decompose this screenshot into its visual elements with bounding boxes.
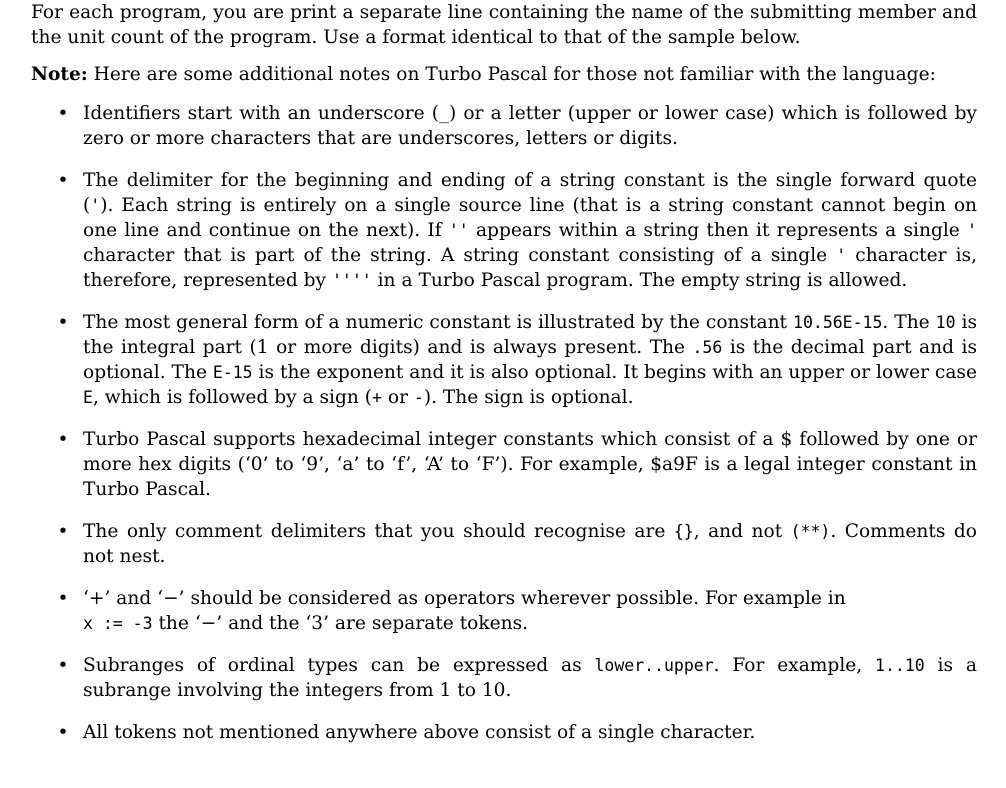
text-span: ). The sign is optional.	[423, 387, 634, 408]
list-item	[31, 653, 977, 703]
text-span: The most general form of a numeric constant is illustrated by the constant	[83, 312, 794, 333]
bullet-icon: •	[57, 429, 69, 450]
text-span: . Comments do not nest.	[83, 521, 977, 567]
text-span: . For example,	[713, 655, 876, 676]
text-span: The only comment delimiters that you should recognise are	[83, 521, 674, 542]
intro-paragraph: For each program, you are print a separate line containing the name of the submitting member and the unit count of the program. Use a format identical to that of the sample below.	[31, 2, 977, 48]
code-span: ''''	[331, 271, 372, 290]
code-span: E-15	[212, 363, 253, 382]
text-span: Identifiers start with an underscore (	[83, 103, 440, 124]
text-span: the ‘−’ and the ‘3’ are separate tokens.	[152, 613, 529, 634]
text-span: Turbo Pascal supports hexadecimal integer constants which consist of a $ followed by one or more hex digits (‘0’ to ‘9’, ‘a’ to ‘f’, ‘A’ to ‘F’). For example, $a9F is a legal integer constant in Turbo Pascal.	[83, 429, 977, 500]
code-span: {}	[673, 522, 694, 541]
note-label: Note:	[31, 64, 88, 85]
list-item	[31, 720, 977, 745]
text-span: appears within a string then it represents a single	[468, 220, 968, 241]
text-span: ) or a letter (upper or lower case) which is followed by zero or more characters that are underscores, letters or digits.	[83, 103, 978, 149]
text-span: . The	[882, 312, 936, 333]
list-item	[31, 519, 977, 569]
bullet-icon: •	[57, 103, 69, 124]
bullet-icon: •	[57, 722, 69, 743]
code-span: (**)	[790, 522, 831, 541]
text-span: character that is part of the string. A string constant consisting of a single	[83, 245, 837, 266]
list-item	[31, 586, 977, 636]
note-text: Here are some additional notes on Turbo Pascal for those not familiar with the language:	[87, 64, 936, 85]
code-span: '	[967, 221, 977, 240]
text-span: , and not	[693, 521, 791, 542]
text-span: is the integral part (1 or more digits) and is always present. The	[83, 312, 977, 358]
code-span: .56	[692, 338, 723, 357]
text-span: or	[381, 387, 414, 408]
code-span: '	[836, 246, 847, 265]
text-span: is a subrange involving the integers from 1 to 10.	[83, 655, 977, 701]
text-span: The delimiter for the beginning and ending of a string constant is the single forward quote (	[83, 170, 977, 216]
bullet-icon: •	[57, 588, 69, 609]
code-span: 10	[935, 313, 956, 332]
bullet-icon: •	[57, 312, 69, 333]
text-span: character is, therefore, represented by	[83, 245, 978, 291]
code-span: E	[83, 388, 93, 407]
code-span: 10.56E-15	[793, 313, 883, 332]
list-item	[31, 168, 977, 293]
list-item	[31, 427, 977, 502]
notes-list	[31, 101, 977, 745]
text-span: is the decimal part and is optional. The	[83, 337, 977, 383]
code-span: lower..upper	[594, 656, 714, 675]
code-span: 1..10	[875, 656, 925, 675]
text-span: ). Each string is entirely on a single source line (that is a string constant cannot begin on one line and continue on the next). If	[83, 195, 977, 241]
list-item	[31, 101, 977, 151]
note-paragraph	[31, 62, 977, 87]
code-span: ''	[448, 221, 469, 240]
code-span: '	[90, 196, 101, 215]
bullet-icon: •	[57, 655, 69, 676]
code-span: _	[439, 104, 449, 123]
text-span: All tokens not mentioned anywhere above consist of a single character.	[83, 722, 756, 743]
list-item	[31, 310, 977, 410]
text-span: in a Turbo Pascal program. The empty string is allowed.	[371, 270, 908, 291]
code-span: x := -3	[83, 614, 153, 633]
text-span: is the exponent and it is also optional. It begins with an upper or lower case	[252, 362, 977, 383]
code-span: +	[372, 388, 382, 407]
document-page	[31, 0, 977, 745]
bullet-icon: •	[57, 521, 69, 542]
code-span: -	[413, 388, 424, 407]
bullet-icon: •	[57, 170, 69, 191]
text-span: Subranges of ordinal types can be expressed as	[83, 655, 595, 676]
text-span: ‘+’ and ‘−’ should be considered as operators wherever possible. For example in	[83, 588, 846, 609]
text-span: , which is followed by a sign (	[92, 387, 373, 408]
